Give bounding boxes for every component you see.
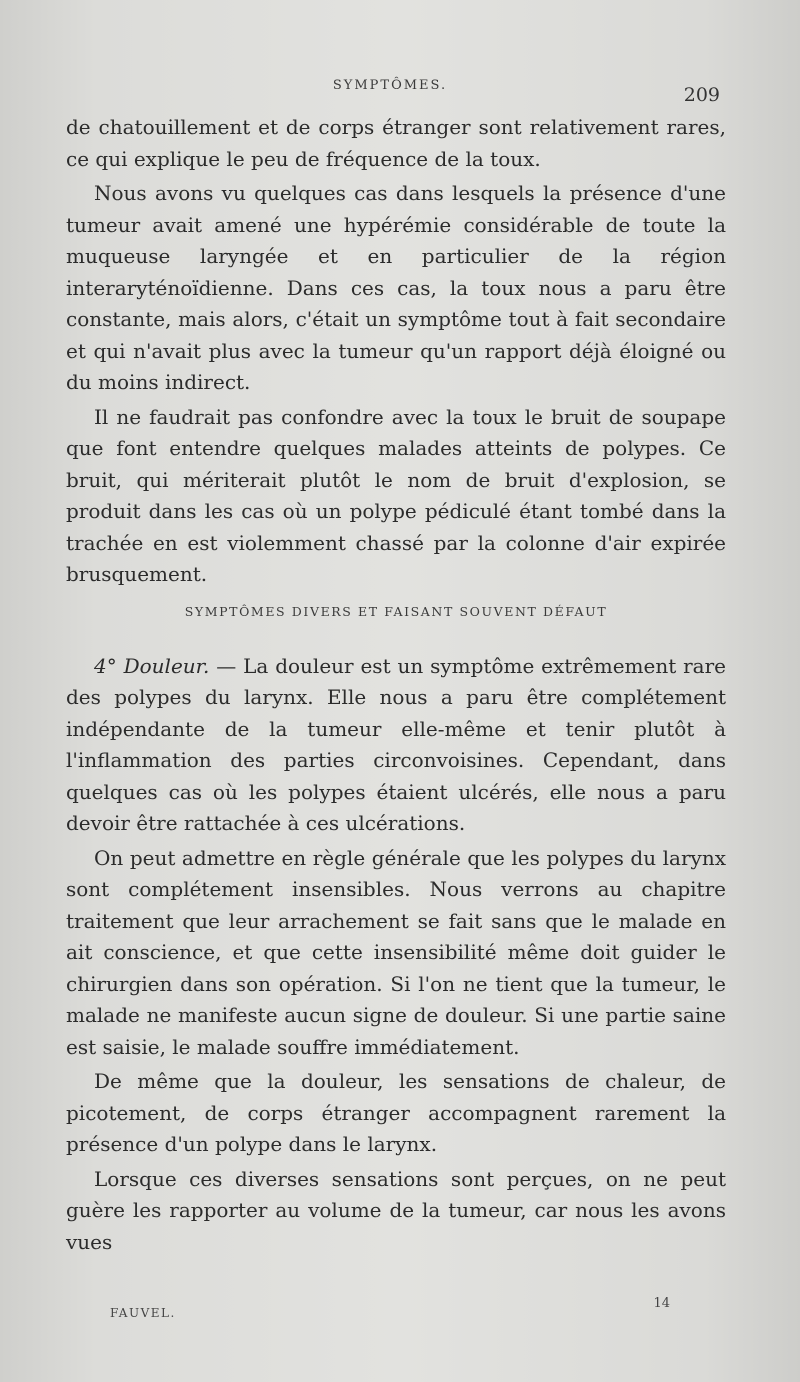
- signature-mark: FAUVEL.: [110, 1306, 176, 1320]
- paragraph-4-lead: 4° Douleur.: [94, 653, 210, 678]
- page-header: [60, 76, 720, 110]
- signature-number: 14: [653, 1296, 670, 1311]
- running-head: SYMPTÔMES.: [332, 78, 448, 93]
- paragraph-6: De même que la douleur, les sensations de chaleur, de picotement, de corps étranger accompagnent rarement la présence d'un polype dans le larynx.: [66, 1069, 726, 1156]
- paragraph-2: Nous avons vu quelques cas dans lesquels la présence d'une tumeur avait amené une hypérémie considérable de toute la muqueuse laryngée et en particulier de la région interaryténoïdienne. Dans ces cas, la toux nous a paru être constante, mais alors, c'était un symptôme tout à fait secondaire et qui n'avait plus avec la tumeur qu'un rapport déjà éloigné ou du moins indirect.: [66, 181, 726, 394]
- page-footer: [110, 1296, 670, 1320]
- paragraph-4-rest: — La douleur est un symptôme extrêmement rare des polypes du larynx. Elle nous a paru être complétement indépendante de la tumeur elle-même et tenir plutôt à l'inflammation des parties circonvoisines. Cependant, dans quelques cas où les polypes étaient ulcérés, elle nous a paru devoir être rattachée à ces ulcérations.: [66, 653, 726, 835]
- paragraph-4: [66, 651, 726, 840]
- paragraph-3: Il ne faudrait pas confondre avec la toux le bruit de soupape que font entendre quelques malades atteints de polypes. Ce bruit, qui mériterait plutôt le nom de bruit d'explosion, se produit dans les cas où un polype pédiculé étant tombé dans la trachée en est violemment chassé par la colonne d'air expirée brusquement.: [66, 404, 726, 586]
- page-number: 209: [683, 84, 720, 106]
- paragraph-5: On peut admettre en règle générale que les polypes du larynx sont complétement insensibles. Nous verrons au chapitre traitement que leur arrachement se fait sans que le malade en ait conscience, et que cette insensibilité même doit guider le chirurgien dans son opération. Si l'on ne tient que la tumeur, le malade ne manifeste aucun signe de douleur. Si une partie saine est saisie, le malade souffre immédiatement.: [66, 845, 726, 1059]
- paragraph-1: de chatouillement et de corps étranger sont relativement rares, ce qui explique le peu de fréquence de la toux.: [66, 115, 726, 171]
- section-heading: SYMPTÔMES DIVERS ET FAISANT SOUVENT DÉFAUT: [184, 603, 608, 619]
- body-text: [66, 112, 726, 1258]
- paragraph-7: Lorsque ces diverses sensations sont perçues, on ne peut guère les rapporter au volume de la tumeur, car nous les avons vues: [66, 1166, 726, 1254]
